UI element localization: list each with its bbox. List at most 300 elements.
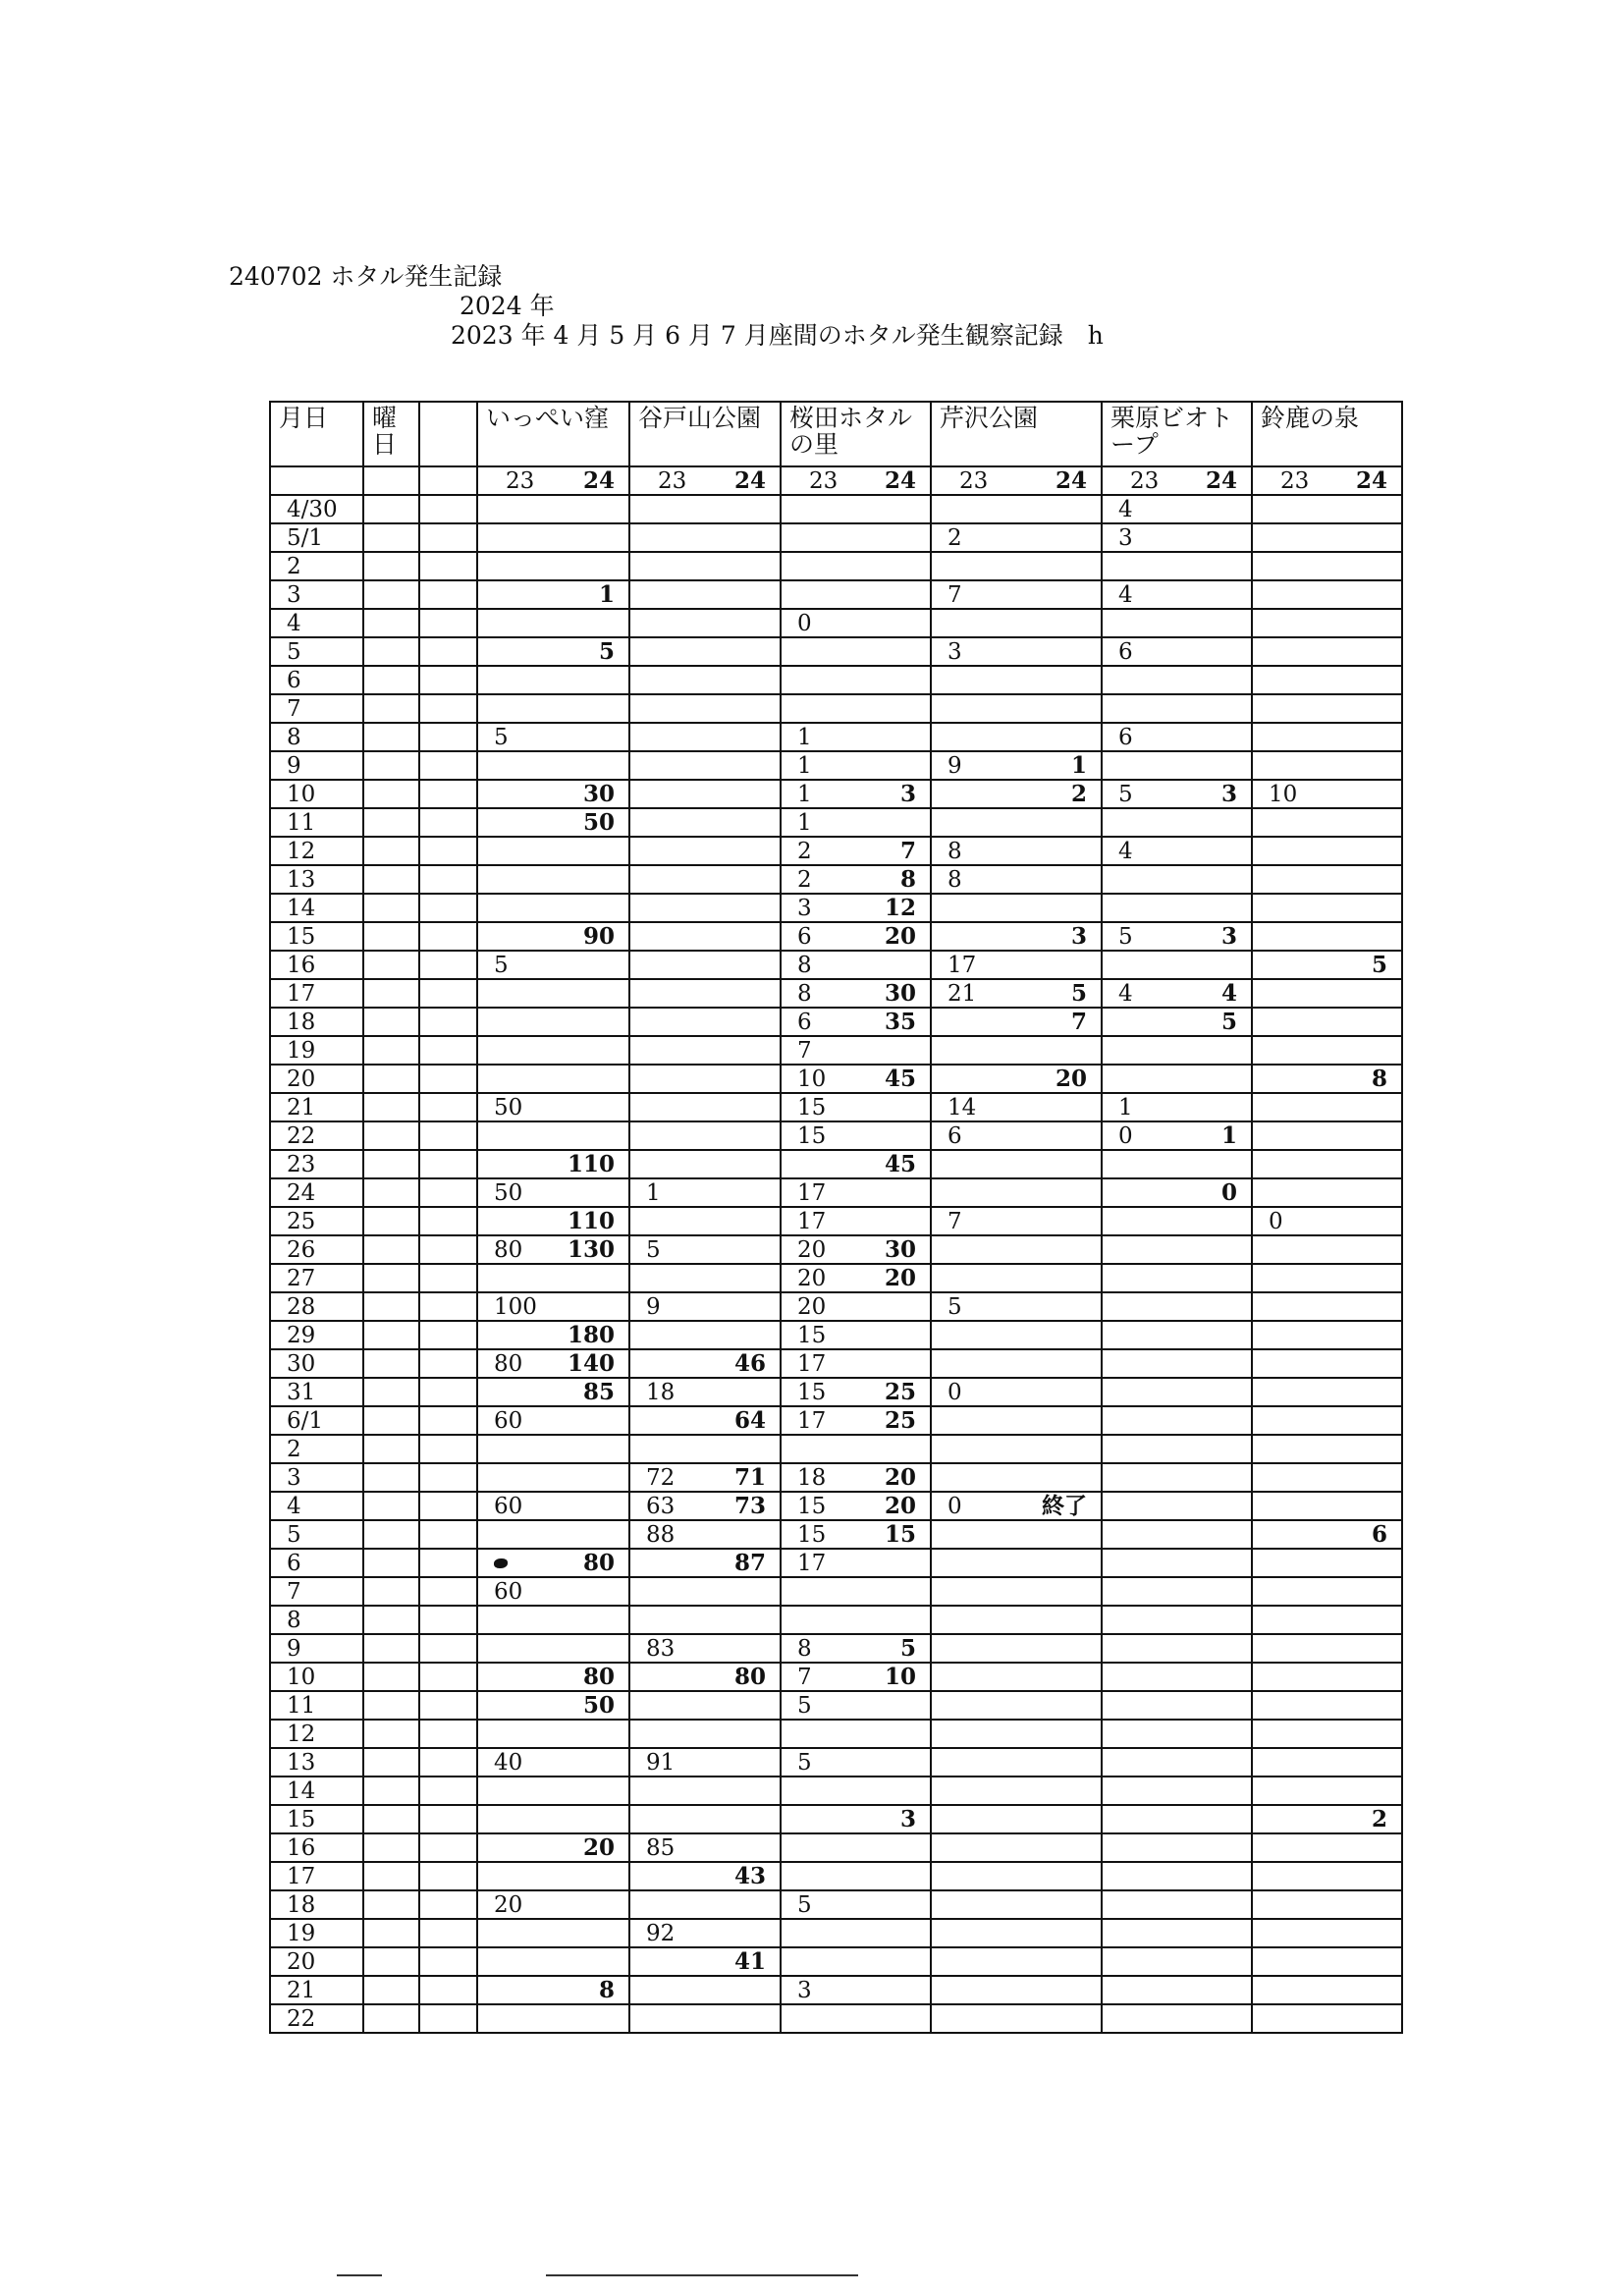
count-2023: 0 [947,1379,962,1405]
table-row [270,1663,1402,1691]
location-cell [781,951,931,979]
location-cell [477,1634,629,1663]
location-cell [1252,865,1402,894]
table-row [270,1520,1402,1549]
location-cell [931,808,1102,837]
count-2024: 1 [1220,1121,1237,1149]
location-cell [931,2004,1102,2033]
table-row [270,1065,1402,1093]
blank-cell [419,1435,477,1463]
date-cell: 11 [270,808,363,837]
blank-cell [419,2004,477,2033]
location-cell [477,637,629,666]
location-cell [477,1292,629,1321]
count-2023: 4 [1118,581,1133,608]
weekday-cell [363,1121,419,1150]
location-cell [629,1378,781,1406]
weekday-cell [363,1577,419,1606]
location-cell [477,609,629,637]
location-cell [1252,1435,1402,1463]
count-2024: 8 [1371,1065,1387,1092]
date-cell: 19 [270,1919,363,1947]
firefly-record-table [269,401,1403,2034]
location-cell [931,751,1102,780]
location-cell [931,523,1102,552]
count-2023: 0 [947,1493,962,1519]
location-cell [629,723,781,751]
count-2024: 3 [1070,922,1087,950]
count-2024: 終了 [1041,1492,1087,1519]
header-location: 桜田ホタルの里 [781,402,931,466]
location-cell [781,1691,931,1720]
count-2024: 25 [884,1406,916,1434]
count-2023: 5 [797,1891,812,1918]
location-cell [931,1805,1102,1833]
location-cell [629,780,781,808]
year-cell-blank [363,466,419,495]
location-cell [629,1207,781,1235]
table-row [270,666,1402,694]
count-2024: 20 [1055,1065,1087,1092]
location-cell [931,1976,1102,2004]
location-cell [629,1406,781,1435]
date-cell: 15 [270,1805,363,1833]
count-2023: 17 [797,1550,827,1576]
location-cell [629,1919,781,1947]
date-cell: 15 [270,922,363,951]
location-cell [931,1663,1102,1691]
location-cell [1252,751,1402,780]
location-cell [477,1833,629,1862]
location-cell [931,894,1102,922]
location-cell [1102,694,1252,723]
location-cell [477,1663,629,1691]
year-2023: 23 [506,467,535,494]
count-2023: 15 [797,1493,827,1519]
count-2023: 1 [797,781,812,807]
location-cell [1252,1720,1402,1748]
table-row [270,1150,1402,1178]
location-cell [781,865,931,894]
location-cell [781,694,931,723]
location-cell [1252,1321,1402,1349]
count-2023: 2 [797,866,812,893]
location-cell [477,865,629,894]
location-cell [477,523,629,552]
location-cell [1102,1634,1252,1663]
location-cell [931,1463,1102,1492]
location-cell [477,666,629,694]
blank-cell [419,1577,477,1606]
count-2023: 40 [494,1749,523,1776]
location-cell [477,751,629,780]
count-2024: 80 [733,1663,766,1690]
count-2023: 8 [947,838,962,864]
location-cell [781,666,931,694]
blank-cell [419,694,477,723]
weekday-cell [363,1492,419,1520]
location-cell [629,979,781,1008]
date-cell: 12 [270,1720,363,1748]
location-cell [1102,1549,1252,1577]
blank-cell [419,1349,477,1378]
blank-cell [419,979,477,1008]
count-2023: 8 [797,952,812,978]
weekday-cell [363,1264,419,1292]
location-cell [477,1777,629,1805]
date-cell: 17 [270,1862,363,1890]
location-cell [629,1890,781,1919]
blank-cell [419,1663,477,1691]
table-row [270,979,1402,1008]
blank-cell [419,1036,477,1065]
count-2024: 3 [1220,780,1237,807]
blank-cell [419,1634,477,1663]
location-cell [629,637,781,666]
location-cell [931,1406,1102,1435]
count-2023: 6 [1118,724,1133,750]
location-cell [1102,1435,1252,1463]
location-cell [781,609,931,637]
count-2023: 5 [797,1749,812,1776]
weekday-cell [363,1093,419,1121]
blank-cell [419,1378,477,1406]
table-row [270,1235,1402,1264]
location-cell [1252,1805,1402,1833]
location-cell [477,1947,629,1976]
weekday-cell [363,1378,419,1406]
date-cell: 7 [270,1577,363,1606]
location-cell [931,951,1102,979]
location-cell [629,1036,781,1065]
location-cell [931,1121,1102,1150]
location-cell [629,1121,781,1150]
location-cell [1252,666,1402,694]
date-cell: 20 [270,1065,363,1093]
count-2023: 0 [797,610,812,636]
date-cell: 16 [270,1833,363,1862]
date-cell: 4 [270,609,363,637]
year-cell [1102,466,1252,495]
year-row [270,466,1402,495]
blank-cell [419,894,477,922]
date-cell: 30 [270,1349,363,1378]
header-location: いっぺい窪 [477,402,629,466]
year-2024: 24 [1355,466,1387,494]
location-cell [1252,1207,1402,1235]
location-cell [1102,979,1252,1008]
location-cell [1102,780,1252,808]
location-cell [781,1947,931,1976]
weekday-cell [363,894,419,922]
location-cell [629,1178,781,1207]
blank-cell [419,1890,477,1919]
location-cell [931,865,1102,894]
location-cell [1102,1349,1252,1378]
blank-cell [419,865,477,894]
count-2023: 60 [494,1493,523,1519]
location-cell [931,837,1102,865]
blank-cell [419,1150,477,1178]
count-2023: 10 [797,1066,827,1092]
location-cell [781,1976,931,2004]
location-cell [629,609,781,637]
location-cell [1252,523,1402,552]
location-cell [931,1862,1102,1890]
count-2023: 1 [797,724,812,750]
table-row [270,1805,1402,1833]
location-cell [931,1634,1102,1663]
location-cell [1252,637,1402,666]
date-cell: 13 [270,865,363,894]
weekday-cell [363,495,419,523]
count-2023: 85 [646,1834,676,1861]
date-cell: 3 [270,1463,363,1492]
location-cell [931,1349,1102,1378]
location-cell [1102,495,1252,523]
location-cell [781,1093,931,1121]
count-2023: 1 [797,809,812,836]
table-row [270,1264,1402,1292]
location-cell [781,523,931,552]
count-2024: 5 [899,1634,916,1662]
count-2024: 3 [899,780,916,807]
location-cell [931,1008,1102,1036]
date-cell: 20 [270,1947,363,1976]
footer-rule [337,2274,382,2276]
date-cell: 11 [270,1691,363,1720]
weekday-cell [363,979,419,1008]
location-cell [781,1036,931,1065]
location-cell [931,1919,1102,1947]
count-2023: 3 [1118,524,1133,551]
location-cell [1102,1976,1252,2004]
location-cell [931,580,1102,609]
year-2023: 23 [809,467,839,494]
location-cell [1252,1492,1402,1520]
weekday-cell [363,1691,419,1720]
location-cell [477,837,629,865]
location-cell [1102,1720,1252,1748]
weekday-cell [363,1976,419,2004]
count-2023: 4 [1118,496,1133,522]
count-2024: 43 [733,1862,766,1889]
location-cell [1102,1663,1252,1691]
count-2023: 100 [494,1293,537,1320]
count-2024: 20 [884,1492,916,1519]
location-cell [1252,1777,1402,1805]
location-cell [477,780,629,808]
weekday-cell [363,1862,419,1890]
count-2023: 15 [797,1094,827,1121]
count-2023: 17 [797,1208,827,1234]
count-2024: 87 [733,1549,766,1576]
year-2024: 24 [733,466,766,494]
location-cell [477,1235,629,1264]
blank-cell [419,1862,477,1890]
weekday-cell [363,666,419,694]
location-cell [931,780,1102,808]
location-cell [1252,951,1402,979]
location-cell [477,1492,629,1520]
blank-cell [419,1549,477,1577]
location-cell [477,1378,629,1406]
count-2024: 12 [884,894,916,921]
location-cell [477,1349,629,1378]
weekday-cell [363,865,419,894]
table-row [270,1207,1402,1235]
count-2023: 6 [1118,638,1133,665]
count-2024: 46 [733,1349,766,1377]
count-2023: 18 [797,1464,827,1491]
count-2023: 63 [646,1493,676,1519]
location-cell [1102,523,1252,552]
location-cell [629,1691,781,1720]
location-cell [1252,1549,1402,1577]
count-2023: 17 [797,1407,827,1434]
location-cell [1102,723,1252,751]
year-2023: 23 [1130,467,1160,494]
count-2023: 8 [947,866,962,893]
location-cell [477,1121,629,1150]
location-cell [931,922,1102,951]
count-2024: 5 [598,637,615,665]
location-cell [1252,1577,1402,1606]
location-cell [781,1520,931,1549]
weekday-cell [363,723,419,751]
count-2024: 45 [884,1065,916,1092]
location-cell [781,837,931,865]
count-2024: 8 [899,865,916,893]
location-cell [629,580,781,609]
location-cell [931,552,1102,580]
date-cell: 5 [270,1520,363,1549]
location-cell [931,666,1102,694]
location-cell [781,723,931,751]
count-2023: 0 [1118,1122,1133,1149]
location-cell [781,1577,931,1606]
count-2024: 25 [884,1378,916,1405]
blank-cell [419,837,477,865]
location-cell [781,1349,931,1378]
table-row [270,609,1402,637]
location-cell [781,1463,931,1492]
blank-cell [419,951,477,979]
location-cell [1252,1976,1402,2004]
year-cell-blank [419,466,477,495]
location-cell [931,1207,1102,1235]
weekday-cell [363,951,419,979]
header-blank [419,402,477,466]
date-cell: 31 [270,1378,363,1406]
blank-cell [419,495,477,523]
date-cell: 7 [270,694,363,723]
location-cell [477,1207,629,1235]
count-2024: 110 [567,1207,615,1234]
weekday-cell [363,1720,419,1748]
location-cell [477,1805,629,1833]
location-cell [1102,1321,1252,1349]
location-cell [1252,495,1402,523]
blank-cell [419,1520,477,1549]
blank-cell [419,1207,477,1235]
count-2024: 41 [733,1947,766,1975]
count-2024: 80 [582,1663,615,1690]
location-cell [1102,865,1252,894]
location-cell [477,1606,629,1634]
location-cell [781,1663,931,1691]
location-cell [1252,1862,1402,1890]
location-cell [931,637,1102,666]
table-row [270,837,1402,865]
location-cell [477,723,629,751]
blank-cell [419,1235,477,1264]
location-cell [629,552,781,580]
location-cell [1252,922,1402,951]
location-cell [477,1008,629,1036]
location-cell [1252,1947,1402,1976]
count-2024: 20 [884,1264,916,1291]
table-row [270,751,1402,780]
date-cell: 25 [270,1207,363,1235]
count-2023: 5 [947,1293,962,1320]
count-2023: 1 [1118,1094,1133,1121]
count-2024: 10 [884,1663,916,1690]
blank-cell [419,1748,477,1777]
location-cell [1252,2004,1402,2033]
weekday-cell [363,1008,419,1036]
weekday-cell [363,694,419,723]
table-row [270,1492,1402,1520]
weekday-cell [363,1065,419,1093]
date-cell: 2 [270,552,363,580]
location-cell [1102,637,1252,666]
count-2023: 1 [797,752,812,779]
weekday-cell [363,1178,419,1207]
date-cell: 22 [270,1121,363,1150]
location-cell [629,1663,781,1691]
count-2024: 50 [582,808,615,836]
date-cell: 16 [270,951,363,979]
location-cell [1252,1093,1402,1121]
location-cell [629,495,781,523]
weekday-cell [363,1520,419,1549]
location-cell [781,637,931,666]
location-cell [781,894,931,922]
table-row [270,1321,1402,1349]
location-cell [931,694,1102,723]
weekday-cell [363,637,419,666]
location-cell [931,1492,1102,1520]
count-2024: 0 [1220,1178,1237,1206]
location-cell [1102,1691,1252,1720]
location-cell [931,1720,1102,1748]
table-row [270,1862,1402,1890]
count-2023: 2 [947,524,962,551]
table-row [270,523,1402,552]
count-2024: 30 [582,780,615,807]
location-cell [477,2004,629,2033]
date-cell: 6/1 [270,1406,363,1435]
weekday-cell [363,1890,419,1919]
weekday-cell [363,1463,419,1492]
table-row [270,694,1402,723]
weekday-cell [363,552,419,580]
location-cell [1102,1777,1252,1805]
location-cell [1252,1292,1402,1321]
location-cell [1252,1150,1402,1178]
weekday-cell [363,1321,419,1349]
